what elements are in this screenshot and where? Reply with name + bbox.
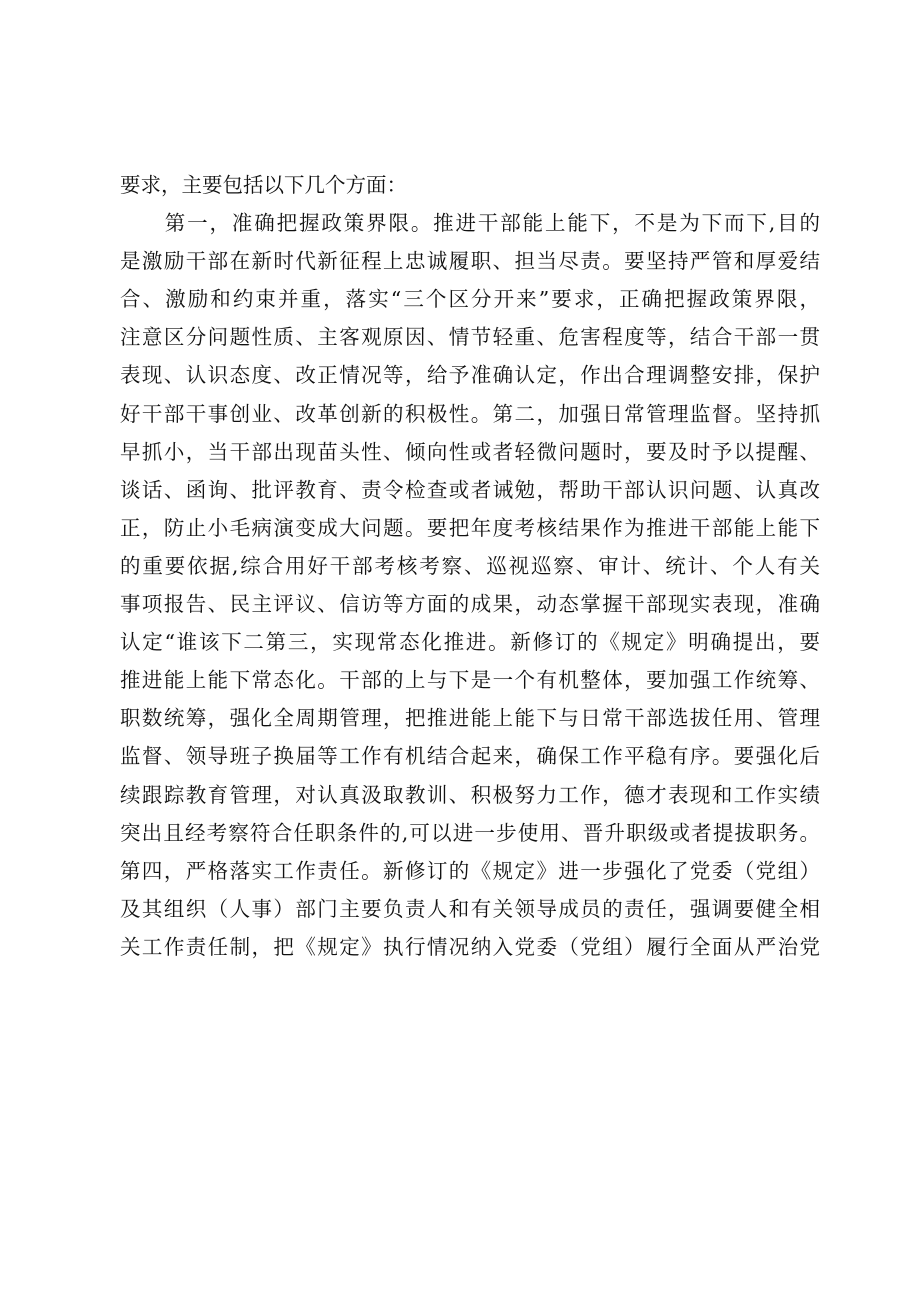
text-line: 认定“谁该下二第三，实现常态化推进。新修订的《规定》明确提出，要 [120,630,820,655]
text-line: 第四，严格落实工作责任。新修订的《规定》进一步强化了党委（党组） [120,858,820,883]
text-line: 监督、领导班子换届等工作有机结合起来，确保工作平稳有序。要强化后 [120,744,820,769]
text-line: 关工作责任制，把《规定》执行情况纳入党委（党组）履行全面从严治党 [120,934,820,959]
text-line: 注意区分问题性质、主客观原因、情节轻重、危害程度等，结合干部一贯 [120,325,820,350]
text-line: 推进能上能下常态化。干部的上与下是一个有机整体，要加强工作统筹、 [120,668,820,693]
body-text [120,166,820,966]
text-line: 要求，主要包括以下几个方面： [120,173,407,197]
text-line: 事项报告、民主评议、信访等方面的成果，动态掌握干部现实表现，准确 [120,592,820,617]
text-line: 是激励干部在新时代新征程上忠诚履职、担当尽责。要坚持严管和厚爱结 [120,249,820,274]
text-line: 续跟踪教育管理，对认真汲取教训、积极努力工作，德才表现和工作实绩 [120,782,820,807]
text-line: 正，防止小毛病演变成大问题。要把年度考核结果作为推进干部能上能下 [120,515,820,540]
text-line: 谈话、函询、批评教育、责令检查或者诫勉，帮助干部认识问题、认真改 [120,477,820,502]
text-line: 合、激励和约束并重，落实“三个区分开来”要求，正确把握政策界限， [120,287,820,312]
text-line: 表现、认识态度、改正情况等，给予准确认定，作出合理调整安排，保护 [120,363,820,388]
text-line: 及其组织（人事）部门主要负责人和有关领导成员的责任，强调要健全相 [120,896,820,921]
text-line: 第一，准确把握政策界限。推进干部能上能下，不是为下而下,目的 [120,211,820,236]
text-line: 的重要依据,综合用好干部考核考察、巡视巡察、审计、统计、个人有关 [120,553,820,578]
text-line: 职数统筹，强化全周期管理，把推进能上能下与日常干部选拔任用、管理 [120,706,820,731]
text-line: 突出且经考察符合任职条件的,可以进一步使用、晋升职级或者提拔职务。 [120,820,820,845]
text-line: 早抓小，当干部出现苗头性、倾向性或者轻微问题时，要及时予以提醒、 [120,439,820,464]
text-line: 好干部干事创业、改革创新的积极性。第二，加强日常管理监督。坚持抓 [120,401,820,426]
